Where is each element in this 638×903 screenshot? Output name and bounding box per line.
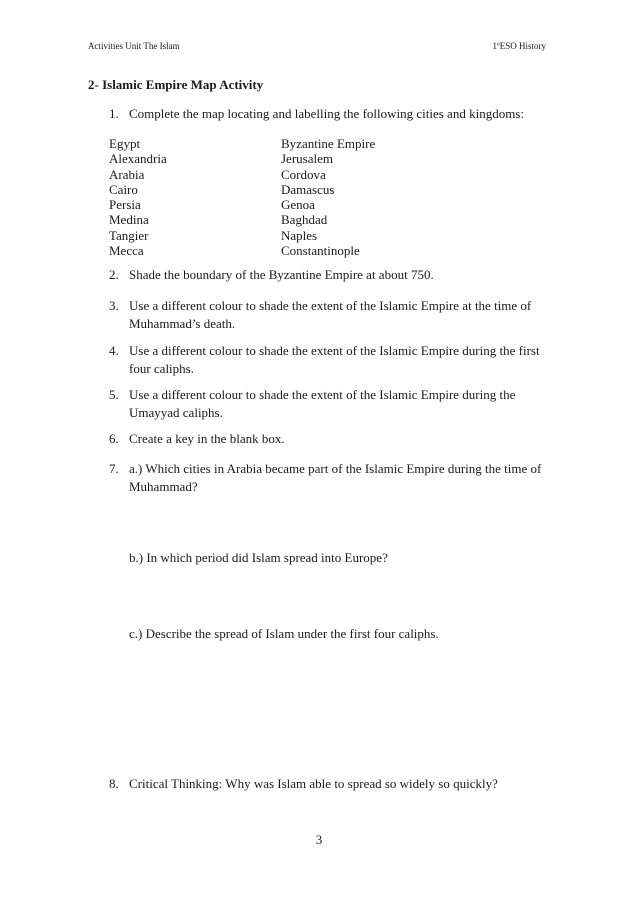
list-item: Byzantine Empire (281, 136, 376, 151)
question-1 (109, 105, 549, 123)
list-item: Medina (109, 212, 149, 228)
city-column-right (281, 136, 375, 258)
question-2 (109, 266, 549, 284)
question-8 (109, 775, 549, 793)
list-item: Naples (281, 227, 318, 243)
question-4 (109, 342, 549, 378)
list-item: Arabia (109, 166, 145, 182)
question-number: 7. (109, 461, 119, 476)
question-text-line-2: four caliphs. (129, 361, 194, 376)
header-unit-title: Activities Unit The Islam (88, 41, 180, 51)
list-item: Jerusalem (281, 151, 333, 167)
question-number: 6. (109, 431, 119, 446)
section-title: 2- Islamic Empire Map Activity (88, 77, 264, 92)
question-text-line-2: Muhammad’s death. (129, 316, 236, 331)
question-7 (109, 460, 549, 496)
question-text: Shade the boundary of the Byzantine Empire at about 750. (129, 267, 434, 282)
question-5 (109, 386, 549, 422)
question-text: Critical Thinking: Why was Islam able to spread so widely so quickly? (129, 776, 498, 791)
list-item: Constantinople (281, 243, 360, 259)
question-6 (109, 430, 549, 448)
question-number: 2. (109, 267, 119, 282)
question-3 (109, 297, 549, 333)
list-item: Persia (109, 197, 141, 213)
question-number: 8. (109, 776, 119, 791)
question-number: 1. (109, 106, 119, 121)
question-7c: c.) Describe the spread of Islam under the first four caliphs. (129, 626, 439, 641)
city-column-left (109, 136, 167, 258)
list-item: Cairo (109, 181, 138, 197)
question-number: 4. (109, 343, 119, 358)
list-item: Tangier (109, 227, 149, 243)
question-text-line-2: Umayyad caliphs. (129, 405, 223, 420)
list-item: Alexandria (109, 151, 167, 167)
list-item: Egypt (109, 136, 141, 151)
list-item: Mecca (109, 243, 144, 259)
question-text-line-1: Use a different colour to shade the extent of the Islamic Empire during the (129, 387, 516, 402)
question-text: Complete the map locating and labelling the following cities and kingdoms: (129, 106, 524, 121)
page-number: 3 (315, 832, 323, 847)
question-number: 3. (109, 298, 119, 313)
header-course: 1ºESO History (492, 41, 546, 51)
question-7a-line-2: Muhammad? (129, 479, 198, 494)
list-item: Genoa (281, 197, 315, 213)
list-item: Cordova (281, 166, 326, 182)
list-item: Baghdad (281, 212, 328, 228)
question-7a-line-1: a.) Which cities in Arabia became part of the Islamic Empire during the time of (129, 461, 542, 476)
question-7b: b.) In which period did Islam spread into Europe? (129, 550, 388, 565)
question-number: 5. (109, 387, 119, 402)
question-text-line-1: Use a different colour to shade the extent of the Islamic Empire during the first (129, 343, 540, 358)
question-text: Create a key in the blank box. (129, 431, 285, 446)
list-item: Damascus (281, 181, 335, 197)
question-text-line-1: Use a different colour to shade the extent of the Islamic Empire at the time of (129, 298, 532, 313)
